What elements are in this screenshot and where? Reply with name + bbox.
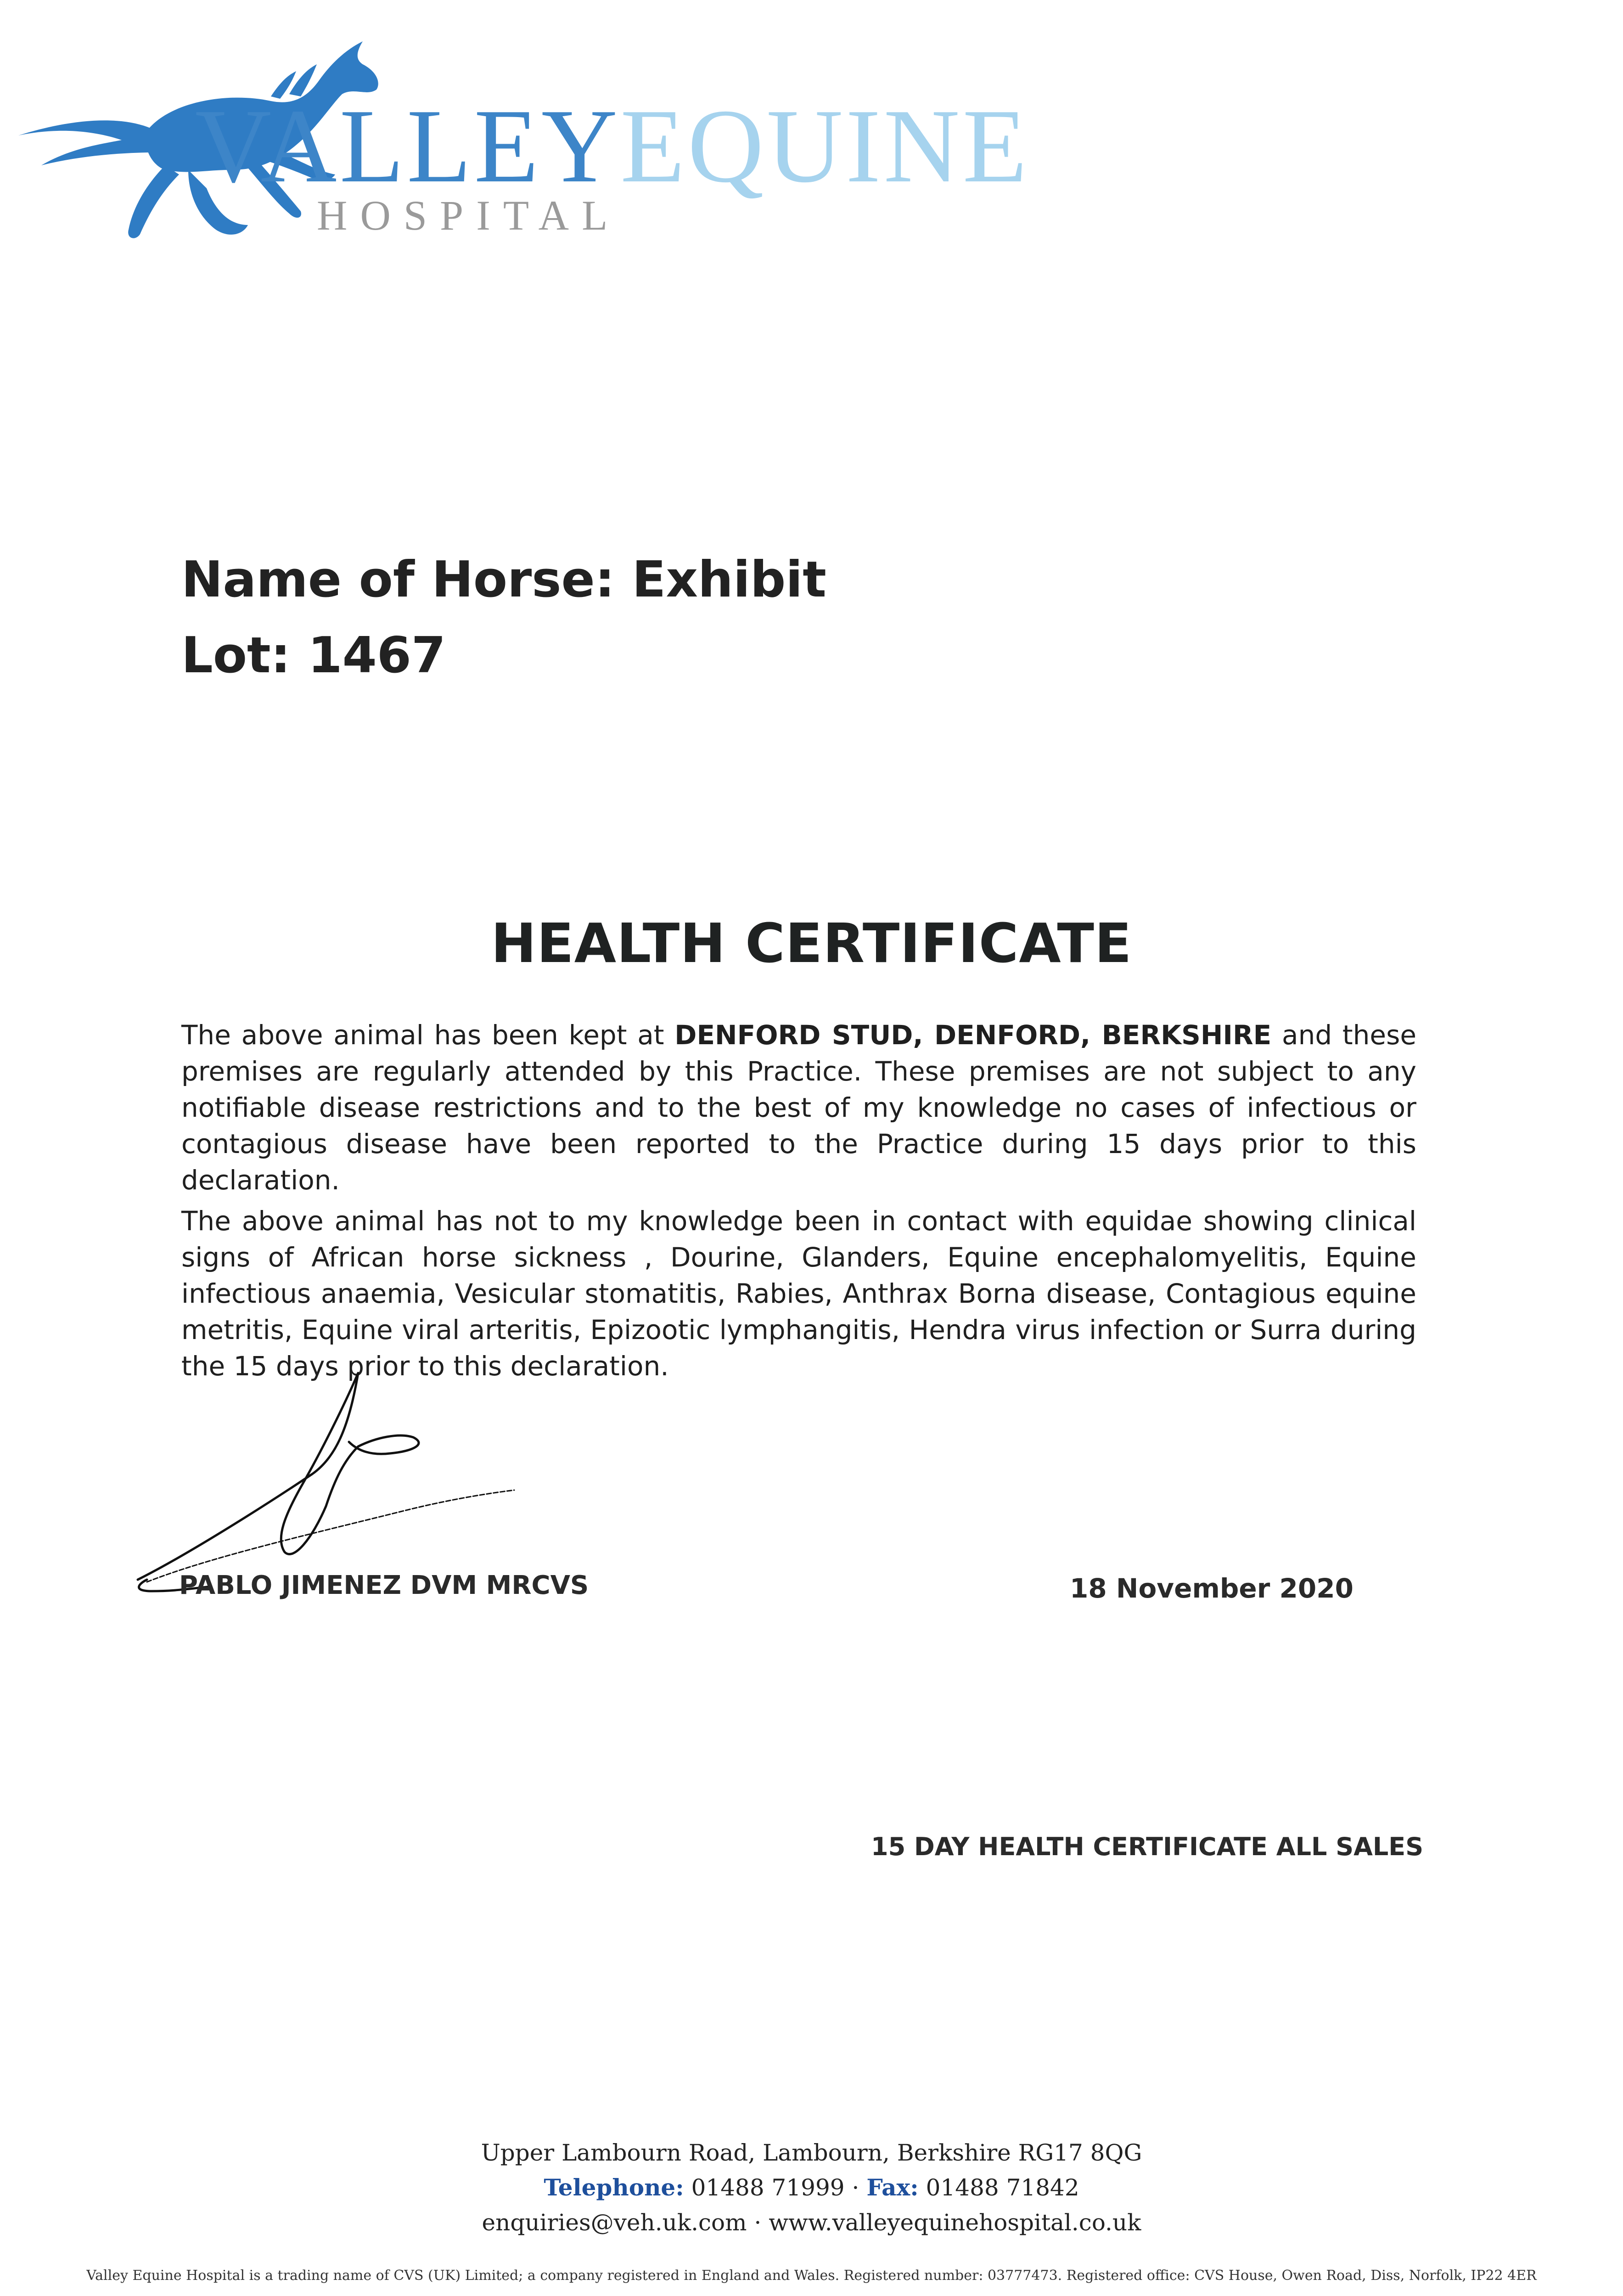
valley-equine-hospital-logo: [14, 32, 1030, 271]
para1-rest: and these premises are regularly attended by this Practice. These premises are not subject to any notifiable disease restrictions and to the best of my knowledge no cases of infectious or contagious disease have been reported to the Practice during 15 days prior to this declaration.: [181, 1019, 1417, 1196]
lot-label: Lot:: [181, 627, 291, 684]
contact-declaration: The above animal has not to my knowledge been in contact with equidae showing clinical signs of African horse sickness , Dourine, Glanders, Equine encephalomyelitis, Equine infectious anaemia, Vesicular stomatitis, Rabies, Anthrax Borna disease, Contagious equine metritis, Equine viral arteritis, Epizootic lymphangitis, Hendra virus infection or Surra during the 15 days prior to this declaration.: [181, 1205, 1416, 1382]
fax-label: Fax:: [866, 2174, 919, 2201]
footer-separator-2: ·: [754, 2209, 762, 2236]
handwritten-signature: [119, 1359, 533, 1598]
para1-intro: The above animal has been kept at: [181, 1019, 675, 1051]
logo-subtitle: HOSPITAL: [317, 192, 621, 239]
horse-name-value: Exhibit: [632, 551, 826, 608]
footer-address: Upper Lambourn Road, Lambourn, Berkshire RG17 8QG: [481, 2139, 1142, 2166]
premises-declaration: [181, 1017, 1416, 1199]
signatory-name: PABLO JIMENEZ DVM MRCVS: [179, 1570, 589, 1600]
horse-name-label: Name of Horse:: [181, 551, 615, 608]
certificate-date: 18 November 2020: [1070, 1573, 1353, 1604]
premises-location: DENFORD STUD, DENFORD, BERKSHIRE: [674, 1019, 1272, 1051]
footer-email[interactable]: enquiries@veh.uk.com: [482, 2209, 747, 2236]
legal-notice: Valley Equine Hospital is a trading name of CVS (UK) Limited; a company registered in England and Wales. Registered number: 03777473. Registered office: CVS House, Owen Road, Diss, Norfolk, IP22 4ER: [86, 2268, 1537, 2284]
fax-number: 01488 71842: [926, 2174, 1079, 2201]
footer-web-line: [0, 2205, 1623, 2240]
telephone-number: 01488 71999: [691, 2174, 845, 2201]
footer-contact: [0, 2135, 1623, 2240]
lot-value: 1467: [308, 627, 446, 684]
logo-wordmark: VALLEYEQUINE: [195, 87, 1030, 204]
horse-details: [181, 542, 826, 693]
footer-separator: ·: [852, 2174, 859, 2201]
footer-phone-line: [0, 2170, 1623, 2205]
lot-row: [181, 618, 826, 693]
telephone-label: Telephone:: [544, 2174, 684, 2201]
certificate-title: HEALTH CERTIFICATE: [491, 912, 1132, 975]
certificate-validity-note: 15 DAY HEALTH CERTIFICATE ALL SALES: [871, 1832, 1424, 1861]
horse-name-row: [181, 542, 826, 618]
footer-website[interactable]: www.valleyequinehospital.co.uk: [769, 2209, 1141, 2236]
